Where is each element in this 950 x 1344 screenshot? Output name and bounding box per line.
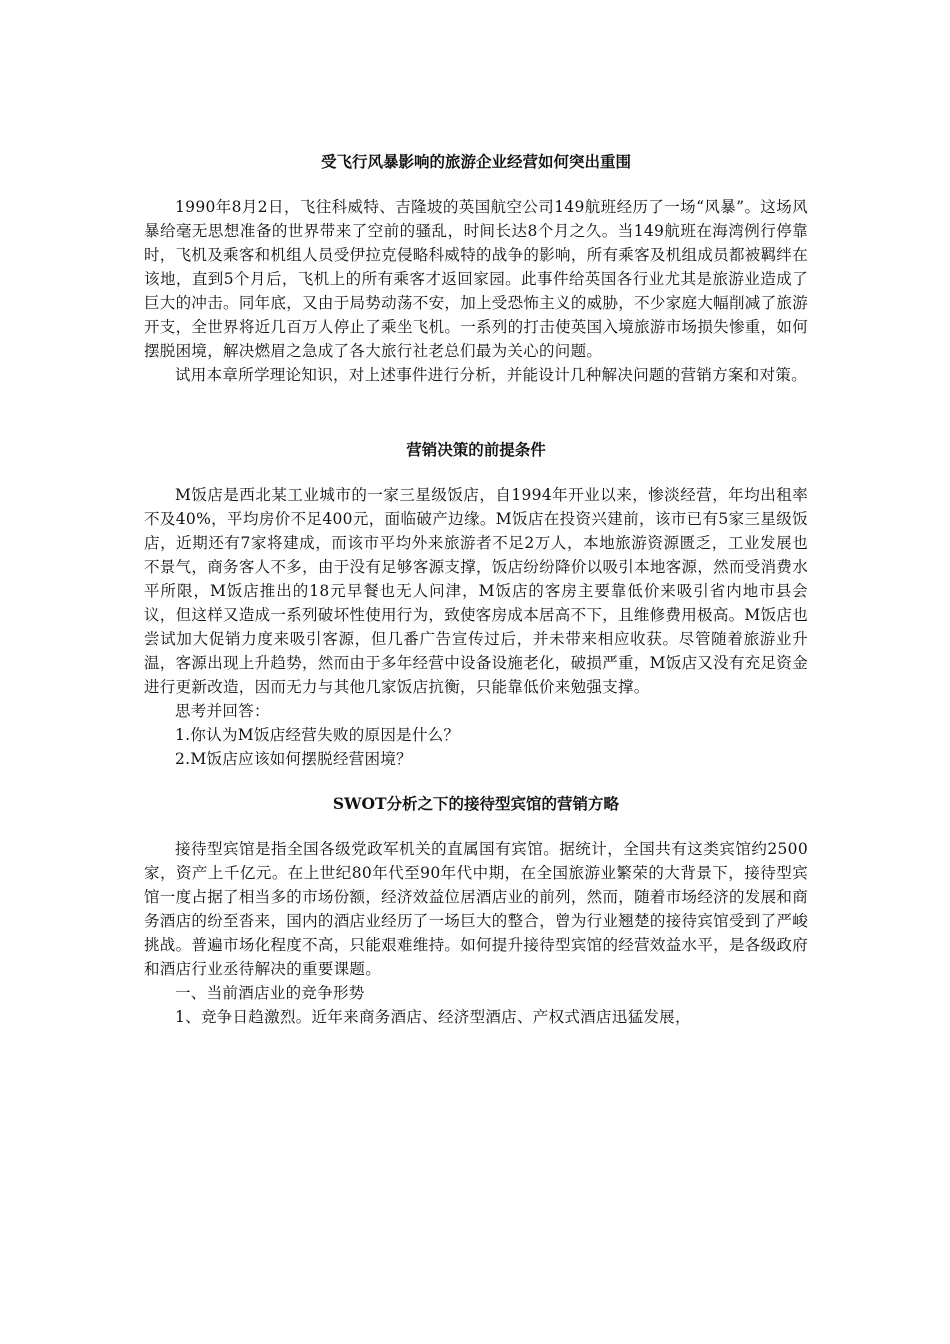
case1-paragraph-2: 试用本章所学理论知识，对上述事件进行分析，并能设计几种解决问题的营销方案和对策。	[175, 366, 808, 384]
case1-paragraph-1: 1990年8月2日，飞往科威特、吉隆坡的英国航空公司149航班经历了一场“风暴”。这场风暴给毫无思想准备的世界带来了空前的骚乱，时间长达8个月之久。当149航班在海湾例行停靠时，飞机及乘客和机组人员受伊拉克侵略科威特的战争的影响，所有乘客及机组成员都被羁绊在该地，直到5个月后，飞机上的所有乘客才返回家园。此事件给英国各行业尤其是旅游业造成了巨大的冲击。同年底，又由于局势动荡不安，加上受恐怖主义的威胁，不少家庭大幅削减了旅游开支，全世界将近几百万人停止了乘坐飞机。一系列的打击使英国入境旅游市场损失惨重，如何摆脱困境，解决燃眉之急成了各大旅行社老总们最为关心的问题。	[144, 198, 808, 360]
case3-paragraph-2: 1、竞争日趋激烈。近年来商务酒店、经济型酒店、产权式酒店迅猛发展，	[175, 1008, 691, 1026]
case2-question-prompt: 思考并回答：	[175, 702, 270, 720]
document-page	[144, 150, 808, 1029]
case3-paragraph-1: 接待型宾馆是指全国各级党政军机关的直属国有宾馆。据统计，全国共有这类宾馆约2500家，资产上千亿元。在上世纪80年代至90年代中期，在全国旅游业繁荣的大背景下，接待型宾馆一度占据了相当多的市场份额，经济效益位居酒店业的前列，然而，随着市场经济的发展和商务酒店的纷至沓来，国内的酒店业经历了一场巨大的整合，曾为行业翘楚的接待宾馆受到了严峻挑战。普遍市场化程度不高，只能艰难维持。如何提升接待型宾馆的经营效益水平，是各级政府和酒店行业丞待解决的重要课题。	[144, 840, 808, 978]
case1-title: 受飞行风暴影响的旅游企业经营如何突出重围	[320, 152, 631, 171]
case3-section-heading: 一、当前酒店业的竞争形势	[175, 984, 365, 1002]
case2-title: 营销决策的前提条件	[406, 440, 546, 459]
case2-question-1: 1.你认为M饭店经营失败的原因是什么？	[175, 726, 460, 744]
case2-paragraph-1: M饭店是西北某工业城市的一家三星级饭店，自1994年开业以来，惨淡经营，年均出租率不及40%，平均房价不足400元，面临破产边缘。M饭店在投资兴建前，该市已有5家三星级饭店，近期还有7家将建成，而该市平均外来旅游者不足2万人，本地旅游资源匮乏，工业发展也不景气，商务客人不多，由于没有足够客源支撑，饭店纷纷降价以吸引本地客源，然而受消费水平所限，M饭店推出的18元早餐也无人问津，M饭店的客房主要靠低价来吸引省内地市县会议，但这样又造成一系列破坏性使用行为，致使客房成本居高不下，且维修费用极高。M饭店也尝试加大促销力度来吸引客源，但几番广告宣传过后，并未带来相应收获。尽管随着旅游业升温，客源出现上升趋势，然而由于多年经营中设备设施老化，破损严重，M饭店又没有充足资金进行更新改造，因而无力与其他几家饭店抗衡，只能靠低价来勉强支撑。	[144, 486, 808, 696]
case3-title: SWOT分析之下的接待型宾馆的营销方略	[332, 794, 620, 813]
case2-question-2: 2.M饭店应该如何摆脱经营困境？	[175, 750, 412, 768]
